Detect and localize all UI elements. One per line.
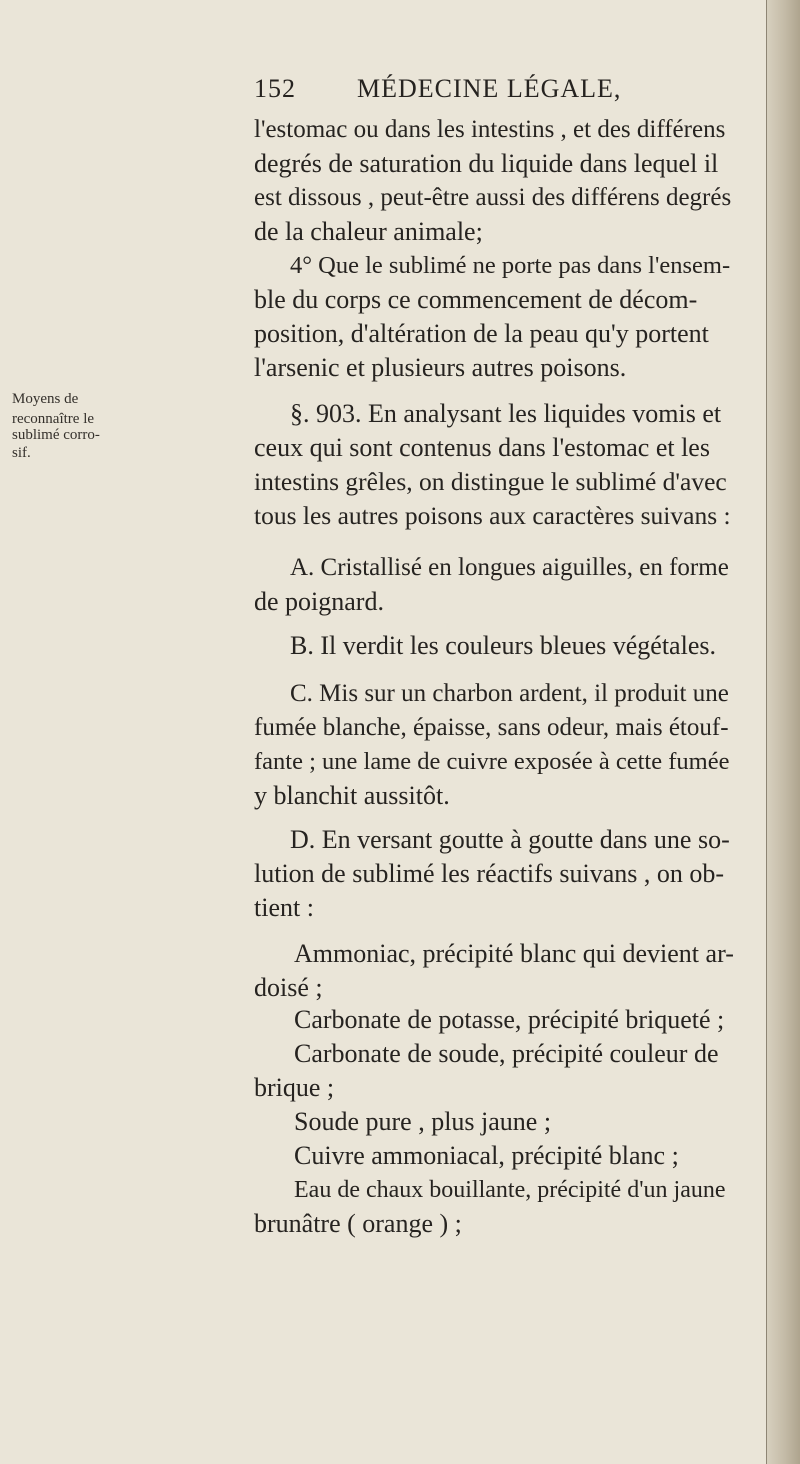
text-line: tient : [254,893,314,922]
margin-note-line: sif. [12,445,31,461]
reagent-line: Carbonate de soude, précipité couleur de [294,1039,719,1068]
reagent-line: Eau de chaux bouillante, précipité d'un jaune [294,1177,726,1203]
text-line: intestins grêles, on distingue le sublimé d'avec [254,467,727,496]
text-line: est dissous , peut-être aussi des différens degrés [254,184,732,211]
text-line: position, d'altération de la peau qu'y portent [254,319,709,348]
reagent-line: brunâtre ( orange ) ; [254,1209,462,1238]
page-number: 152 [254,74,296,103]
text-line: fante ; une lame de cuivre exposée à cette fumée [254,748,730,775]
text-line: fumée blanche, épaisse, sans odeur, mais étouf- [254,714,729,741]
text-line: y blanchit aussitôt. [254,781,450,810]
text-line: ceux qui sont contenus dans l'estomac et les [254,433,710,462]
text-line: de la chaleur animale; [254,217,483,246]
text-line: D. En versant goutte à goutte dans une so- [290,825,730,854]
facing-page-edge [766,0,800,1464]
margin-note-line: sublimé corro- [12,427,100,443]
text-line: B. Il verdit les couleurs bleues végétales. [290,631,716,660]
reagent-line: Cuivre ammoniacal, précipité blanc ; [294,1141,679,1170]
reagent-line: brique ; [254,1073,335,1102]
text-line: C. Mis sur un charbon ardent, il produit une [290,680,729,707]
text-line: ble du corps ce commencement de décom- [254,285,698,314]
text-line: degrés de saturation du liquide dans lequel il [254,149,719,178]
text-line: de poignard. [254,587,384,616]
section-heading-line: §. 903. En analysant les liquides vomis et [290,399,722,428]
text-line: A. Cristallisé en longues aiguilles, en forme [290,554,729,581]
text-line: lution de sublimé les réactifs suivans , on ob- [254,859,725,888]
margin-note-line: reconnaître le [12,411,95,427]
reagent-line: doisé ; [254,973,323,1002]
text-line: tous les autres poisons aux caractères suivans : [254,501,731,530]
running-title: MÉDECINE LÉGALE, [357,74,622,103]
reagent-line: Ammoniac, précipité blanc qui devient ar- [294,939,734,968]
text-line: 4° Que le sublimé ne porte pas dans l'ensem- [290,252,731,279]
reagent-line: Carbonate de potasse, précipité briqueté ; [294,1005,725,1034]
text-line: l'estomac ou dans les intestins , et des différens [254,116,726,143]
reagent-line: Soude pure , plus jaune ; [294,1107,552,1136]
text-line: l'arsenic et plusieurs autres poisons. [254,353,627,382]
margin-note-line: Moyens de [12,391,79,407]
page-gutter-line [766,0,767,1464]
